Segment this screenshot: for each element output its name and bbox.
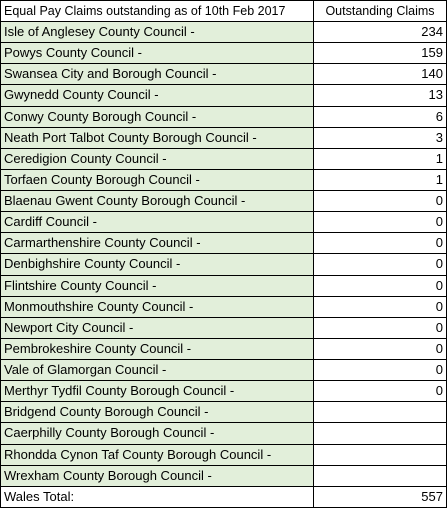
header-claims-column[interactable]: Outstanding Claims [314, 1, 447, 22]
council-name-cell[interactable]: Denbighshire County Council - [1, 254, 314, 275]
claims-value-cell[interactable]: 0 [314, 296, 447, 317]
table-row [1, 43, 447, 64]
table-row [1, 254, 447, 275]
table-row [1, 127, 447, 148]
council-name-cell[interactable]: Blaenau Gwent County Borough Council - [1, 191, 314, 212]
council-name-cell[interactable]: Ceredigion County Council - [1, 148, 314, 169]
council-name-cell[interactable]: Powys County Council - [1, 43, 314, 64]
table-row [1, 423, 447, 444]
claims-value-cell[interactable]: 0 [314, 381, 447, 402]
claims-value-cell[interactable]: 1 [314, 148, 447, 169]
table-row [1, 338, 447, 359]
table-row [1, 360, 447, 381]
council-name-cell[interactable]: Pembrokeshire County Council - [1, 338, 314, 359]
table-row [1, 148, 447, 169]
council-name-cell[interactable]: Wrexham County Borough Council - [1, 465, 314, 486]
council-name-cell[interactable]: Rhondda Cynon Taf County Borough Council - [1, 444, 314, 465]
claims-value-cell[interactable]: 0 [314, 212, 447, 233]
council-name-cell[interactable]: Monmouthshire County Council - [1, 296, 314, 317]
claims-value-cell[interactable] [314, 465, 447, 486]
council-name-cell[interactable]: Bridgend County Borough Council - [1, 402, 314, 423]
council-name-cell[interactable]: Caerphilly County Borough Council - [1, 423, 314, 444]
table-row [1, 233, 447, 254]
claims-value-cell[interactable]: 0 [314, 317, 447, 338]
claims-value-cell[interactable]: 0 [314, 233, 447, 254]
table-row [1, 444, 447, 465]
claims-value-cell[interactable]: 159 [314, 43, 447, 64]
claims-value-cell[interactable]: 6 [314, 106, 447, 127]
total-row [1, 487, 447, 508]
claims-value-cell[interactable]: 1 [314, 169, 447, 190]
claims-value-cell[interactable] [314, 423, 447, 444]
claims-value-cell[interactable]: 0 [314, 360, 447, 381]
council-name-cell[interactable]: Isle of Anglesey County Council - [1, 22, 314, 43]
claims-value-cell[interactable]: 0 [314, 338, 447, 359]
council-name-cell[interactable]: Vale of Glamorgan Council - [1, 360, 314, 381]
table-row [1, 402, 447, 423]
council-name-cell[interactable]: Swansea City and Borough Council - [1, 64, 314, 85]
table-row [1, 106, 447, 127]
table-row [1, 465, 447, 486]
header-row [1, 1, 447, 22]
table-row [1, 317, 447, 338]
claims-value-cell[interactable] [314, 402, 447, 423]
council-name-cell[interactable]: Newport City Council - [1, 317, 314, 338]
claims-value-cell[interactable]: 234 [314, 22, 447, 43]
table-row [1, 85, 447, 106]
table-row [1, 275, 447, 296]
claims-value-cell[interactable] [314, 444, 447, 465]
total-value-cell[interactable]: 557 [314, 487, 447, 508]
council-name-cell[interactable]: Merthyr Tydfil County Borough Council - [1, 381, 314, 402]
claims-value-cell[interactable]: 0 [314, 275, 447, 296]
table-row [1, 64, 447, 85]
council-name-cell[interactable]: Carmarthenshire County Council - [1, 233, 314, 254]
claims-value-cell[interactable]: 0 [314, 254, 447, 275]
table-row [1, 381, 447, 402]
header-council-column[interactable]: Equal Pay Claims outstanding as of 10th Feb 2017 [1, 1, 314, 22]
council-name-cell[interactable]: Neath Port Talbot County Borough Council - [1, 127, 314, 148]
claims-value-cell[interactable]: 3 [314, 127, 447, 148]
council-name-cell[interactable]: Gwynedd County Council - [1, 85, 314, 106]
table-row [1, 212, 447, 233]
table-row [1, 22, 447, 43]
table-row [1, 296, 447, 317]
claims-value-cell[interactable]: 0 [314, 191, 447, 212]
table-body [1, 22, 447, 487]
table-row [1, 169, 447, 190]
council-name-cell[interactable]: Conwy County Borough Council - [1, 106, 314, 127]
council-name-cell[interactable]: Cardiff Council - [1, 212, 314, 233]
council-name-cell[interactable]: Torfaen County Borough Council - [1, 169, 314, 190]
claims-value-cell[interactable]: 140 [314, 64, 447, 85]
council-name-cell[interactable]: Flintshire County Council - [1, 275, 314, 296]
table-row [1, 191, 447, 212]
claims-value-cell[interactable]: 13 [314, 85, 447, 106]
total-label-cell[interactable]: Wales Total: [1, 487, 314, 508]
